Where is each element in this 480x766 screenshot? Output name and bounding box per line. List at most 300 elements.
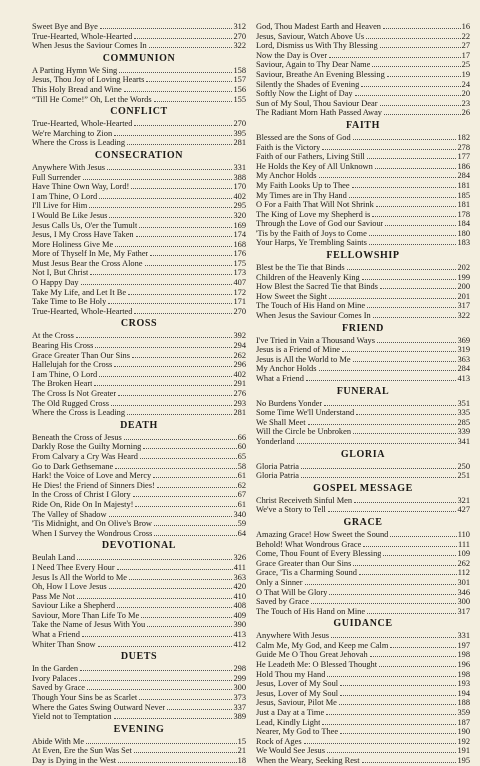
hymn-title: Softly Now the Light of Day bbox=[256, 89, 353, 99]
dot-leader bbox=[304, 743, 457, 744]
hymn-title: Jesus Is All the World to Me bbox=[32, 572, 128, 582]
dot-leader bbox=[131, 188, 232, 189]
index-entry bbox=[32, 370, 246, 380]
dot-leader bbox=[311, 603, 456, 604]
section-heading-friend: FRIEND bbox=[342, 322, 384, 334]
index-entry bbox=[32, 259, 246, 269]
hymn-title: Whiter Than Snow bbox=[32, 639, 96, 649]
index-entry bbox=[256, 41, 470, 51]
hymn-number: 193 bbox=[457, 679, 470, 689]
dot-leader bbox=[99, 198, 232, 199]
dot-leader bbox=[363, 546, 457, 547]
section-heading-communion: COMMUNION bbox=[102, 52, 176, 64]
index-entry bbox=[256, 660, 470, 670]
hymn-title: Blessed are the Sons of God bbox=[256, 132, 351, 142]
hymn-number: 390 bbox=[233, 620, 246, 630]
hymn-number: 389 bbox=[233, 712, 246, 722]
index-entry bbox=[256, 273, 470, 283]
dot-leader bbox=[154, 535, 236, 536]
index-entry bbox=[256, 364, 470, 374]
hymn-title: I've Tried in Vain a Thousand Ways bbox=[256, 335, 376, 345]
hymn-number: 300 bbox=[457, 597, 470, 607]
hymn-number: 110 bbox=[457, 529, 470, 539]
hymn-title: What a Friend bbox=[32, 630, 80, 640]
hymn-title: Anywhere With Jesus bbox=[32, 162, 106, 172]
dot-leader bbox=[134, 313, 232, 314]
dot-leader bbox=[127, 144, 232, 145]
dot-leader bbox=[135, 506, 236, 507]
dot-leader bbox=[83, 179, 233, 180]
hymn-title: I'll Live for Him bbox=[32, 201, 88, 211]
index-entry bbox=[256, 689, 470, 699]
hymn-number: 281 bbox=[233, 408, 246, 418]
dot-leader bbox=[376, 206, 457, 207]
dot-leader bbox=[385, 225, 456, 226]
hymn-number: 270 bbox=[233, 119, 246, 129]
hymn-number: 320 bbox=[233, 210, 246, 220]
hymn-title: Saviour, Again to Thy Dear Name bbox=[256, 60, 371, 70]
hymn-number: 191 bbox=[457, 746, 470, 756]
hymn-title: How Blest the Sacred Tie that Binds bbox=[256, 282, 378, 292]
index-entry bbox=[256, 607, 470, 617]
dot-leader bbox=[124, 91, 233, 92]
hymn-title: Blest be the Tie that Binds bbox=[256, 263, 345, 273]
index-entry bbox=[256, 530, 470, 540]
hymn-number: 402 bbox=[233, 369, 246, 379]
hymn-title: Jesus Calls Us, O'er the Tumult bbox=[32, 220, 138, 230]
hymn-title: We Would See Jesus bbox=[256, 746, 325, 756]
hymn-title: Come, Thou Fount of Every Blessing bbox=[256, 549, 382, 559]
hymn-title: Hold Thou my Hand bbox=[256, 669, 326, 679]
hymn-title: Jesus, Saviour, Pilot Me bbox=[256, 698, 337, 708]
index-entry bbox=[256, 345, 470, 355]
hymn-title: The Radiant Morn Hath Passed Away bbox=[256, 108, 382, 118]
index-entry bbox=[32, 240, 246, 250]
hymn-number: 251 bbox=[457, 471, 470, 481]
dot-leader bbox=[87, 689, 232, 690]
hymn-title: The Valley of Shadow bbox=[32, 509, 107, 519]
hymn-number: 341 bbox=[457, 436, 470, 446]
hymn-number: 192 bbox=[457, 736, 470, 746]
index-entry bbox=[256, 418, 470, 428]
dot-leader bbox=[109, 217, 232, 218]
index-entry bbox=[32, 500, 246, 510]
dot-leader bbox=[339, 704, 457, 705]
index-entry bbox=[32, 510, 246, 520]
hymn-number: 60 bbox=[237, 442, 246, 452]
hymn-number: 202 bbox=[457, 263, 470, 273]
hymn-number: 170 bbox=[233, 182, 246, 192]
hymn-title: O Happy Day bbox=[32, 278, 79, 288]
dot-leader bbox=[322, 724, 456, 725]
index-entry bbox=[32, 712, 246, 722]
hymn-number: 173 bbox=[233, 268, 246, 278]
hymn-number: 321 bbox=[457, 495, 470, 505]
index-entry bbox=[256, 292, 470, 302]
index-entry bbox=[256, 229, 470, 239]
hymn-title: Children of the Heavenly King bbox=[256, 272, 360, 282]
dot-leader bbox=[80, 670, 232, 671]
hymn-title: Beulah Land bbox=[32, 553, 76, 563]
hymn-number: 180 bbox=[457, 228, 470, 238]
dot-leader bbox=[129, 579, 232, 580]
hymn-number: 17 bbox=[461, 50, 470, 60]
hymn-number: 299 bbox=[233, 673, 246, 683]
hymn-title: The Old Rugged Cross bbox=[32, 398, 109, 408]
index-entry bbox=[256, 399, 470, 409]
hymn-number: 392 bbox=[233, 331, 246, 341]
index-entry bbox=[32, 297, 246, 307]
hymn-title: Gloria Patria bbox=[256, 461, 300, 471]
index-entry bbox=[32, 95, 246, 105]
index-entry bbox=[32, 433, 246, 443]
index-entry bbox=[32, 163, 246, 173]
dot-leader bbox=[94, 385, 232, 386]
dot-leader bbox=[329, 57, 460, 58]
index-entry bbox=[32, 601, 246, 611]
hymn-number: 388 bbox=[233, 172, 246, 182]
hymn-title: In the Cross of Christ I Glory bbox=[32, 490, 131, 500]
index-entry bbox=[32, 611, 246, 621]
dot-leader bbox=[141, 617, 232, 618]
index-entry bbox=[32, 756, 246, 766]
hymn-number: 359 bbox=[457, 708, 470, 718]
hymn-title: Guide Me O Thou Great Jehovah bbox=[256, 650, 368, 660]
hymn-title: Where the Cross is Leading bbox=[32, 408, 126, 418]
hymn-number: 270 bbox=[233, 306, 246, 316]
hymn-number: 156 bbox=[233, 84, 246, 94]
hymn-number: 158 bbox=[233, 65, 246, 75]
index-entry bbox=[256, 171, 470, 181]
hymn-title: No Burdens Yonder bbox=[256, 398, 323, 408]
index-entry bbox=[256, 210, 470, 220]
hymn-number: 262 bbox=[233, 350, 246, 360]
hymn-title: How Sweet the Sight bbox=[256, 291, 327, 301]
index-entry bbox=[256, 408, 470, 418]
dot-leader bbox=[390, 647, 456, 648]
index-entry bbox=[256, 505, 470, 515]
dot-leader bbox=[329, 298, 456, 299]
index-entry bbox=[32, 399, 246, 409]
index-entry bbox=[32, 268, 246, 278]
hymn-number: 16 bbox=[461, 22, 470, 31]
dot-leader bbox=[322, 149, 456, 150]
hymn-title: “Till He Come!” Oh, Let the Words bbox=[32, 94, 152, 104]
index-entry bbox=[256, 588, 470, 598]
dot-leader bbox=[117, 569, 233, 570]
hymn-title: Just a Day at a Time bbox=[256, 708, 325, 718]
index-entry bbox=[32, 471, 246, 481]
hymn-title: More of Thyself In Me, My Father bbox=[32, 249, 149, 259]
dot-leader bbox=[136, 236, 233, 237]
dot-leader bbox=[370, 656, 457, 657]
dot-leader bbox=[157, 487, 237, 488]
hymn-number: 184 bbox=[457, 219, 470, 229]
dot-leader bbox=[133, 496, 237, 497]
index-entry bbox=[256, 727, 470, 737]
dot-leader bbox=[367, 158, 457, 159]
hymn-title: My Times are in Thy Hand bbox=[256, 190, 347, 200]
hymn-title: When Jesus the Saviour Comes In bbox=[32, 41, 147, 51]
hymn-title: God, Thou Madest Earth and Heaven bbox=[256, 22, 381, 31]
hymn-title: Through the Love of God our Saviour bbox=[256, 219, 384, 229]
hymn-number: 25 bbox=[461, 60, 470, 70]
index-entry bbox=[256, 540, 470, 550]
hymn-title: Christ Receiveth Sinful Men bbox=[256, 495, 353, 505]
hymn-number: 346 bbox=[457, 587, 470, 597]
section-heading-conflict: CONFLICT bbox=[110, 106, 168, 118]
dot-leader bbox=[124, 439, 237, 440]
hymn-title: We've a Story to Tell bbox=[256, 505, 326, 515]
dot-leader bbox=[114, 135, 232, 136]
dot-leader bbox=[367, 307, 456, 308]
hymn-number: 340 bbox=[233, 509, 246, 519]
hymn-number: 27 bbox=[461, 41, 470, 51]
dot-leader bbox=[111, 405, 232, 406]
hymn-title: Take My Life, and Let It Be bbox=[32, 287, 127, 297]
hymn-number: 291 bbox=[233, 379, 246, 389]
hymn-title: Not I, But Christ bbox=[32, 268, 89, 278]
dot-leader bbox=[98, 646, 233, 647]
index-entry bbox=[32, 278, 246, 288]
hymn-number: 326 bbox=[233, 553, 246, 563]
index-entry bbox=[32, 288, 246, 298]
hymn-title: I Would Be Like Jesus bbox=[32, 210, 108, 220]
section-heading-fellowship: FELLOWSHIP bbox=[326, 250, 400, 262]
hymn-title: This Holy Bread and Wine bbox=[32, 84, 122, 94]
index-entry bbox=[256, 80, 470, 90]
hymn-number: 169 bbox=[233, 220, 246, 230]
index-entry bbox=[256, 718, 470, 728]
dot-leader bbox=[134, 125, 232, 126]
hymn-title: Where the Gates Swing Outward Never bbox=[32, 702, 166, 712]
hymn-title: Faith is the Victory bbox=[256, 142, 321, 152]
hymn-title: Anywhere With Jesus bbox=[256, 631, 330, 641]
index-entry bbox=[32, 138, 246, 148]
index-entry bbox=[256, 51, 470, 61]
index-entry bbox=[256, 181, 470, 191]
hymn-title: Grace Greater than Our Sins bbox=[256, 558, 352, 568]
hymn-number: 285 bbox=[457, 417, 470, 427]
index-entry bbox=[256, 641, 470, 651]
hymn-title: Silently the Shades of Evening bbox=[256, 79, 360, 89]
hymn-title: Saviour Like a Shepherd bbox=[32, 601, 116, 611]
hymn-number: 395 bbox=[233, 128, 246, 138]
hymn-number: 172 bbox=[233, 287, 246, 297]
index-entry bbox=[256, 301, 470, 311]
hymn-title: 'Tis by the Faith of Joys to Come bbox=[256, 228, 367, 238]
hymn-number: 198 bbox=[457, 669, 470, 679]
dot-leader bbox=[347, 269, 457, 270]
index-entry bbox=[256, 462, 470, 472]
hymn-number: 26 bbox=[461, 108, 470, 118]
hymn-title: My Anchor Holds bbox=[256, 364, 317, 374]
hymn-number: 175 bbox=[233, 258, 246, 268]
section-heading-gloria: GLORIA bbox=[340, 448, 386, 460]
section-heading-cross: CROSS bbox=[120, 318, 158, 330]
hymn-number: 200 bbox=[457, 282, 470, 292]
dot-leader bbox=[319, 177, 457, 178]
dot-leader bbox=[95, 347, 232, 348]
dot-leader bbox=[329, 594, 456, 595]
index-entry bbox=[32, 553, 246, 563]
dot-leader bbox=[301, 477, 456, 478]
index-entry bbox=[32, 389, 246, 399]
hymn-number: 109 bbox=[457, 549, 470, 559]
dot-leader bbox=[99, 376, 232, 377]
hymn-number: 199 bbox=[457, 272, 470, 282]
hymn-number: 177 bbox=[457, 152, 470, 162]
dot-leader bbox=[115, 468, 236, 469]
index-entry bbox=[256, 108, 470, 118]
dot-leader bbox=[354, 502, 456, 503]
index-entry bbox=[256, 89, 470, 99]
index-entry bbox=[32, 66, 246, 76]
hymn-title: Sweet Bye and Bye bbox=[32, 22, 98, 31]
hymn-title: Jesus, I My Cross Have Taken bbox=[32, 230, 134, 240]
dot-leader bbox=[89, 207, 232, 208]
hymn-number: 183 bbox=[457, 238, 470, 248]
index-entry bbox=[32, 462, 246, 472]
hymn-title: From Calvary a Cry Was Heard bbox=[32, 451, 138, 461]
dot-leader bbox=[306, 380, 457, 381]
hymn-title: The Cross Is Not Greater bbox=[32, 389, 117, 398]
index-entry bbox=[256, 263, 470, 273]
hymn-number: 111 bbox=[458, 539, 470, 549]
hymn-title: Your Harps, Ye Trembling Saints bbox=[256, 238, 367, 248]
hymn-title: Jesus, Lover of My Soul bbox=[256, 688, 339, 698]
hymn-title: Full Surrender bbox=[32, 172, 81, 182]
hymn-number: 408 bbox=[233, 601, 246, 611]
index-entry bbox=[256, 427, 470, 437]
dot-leader bbox=[128, 294, 232, 295]
dot-leader bbox=[342, 351, 456, 352]
index-entry bbox=[32, 192, 246, 202]
index-entry bbox=[256, 133, 470, 143]
hymn-number: 331 bbox=[233, 162, 246, 172]
hymn-number: 186 bbox=[457, 161, 470, 171]
hymn-title: Will the Circle be Unbroken bbox=[256, 427, 352, 437]
hymn-number: 155 bbox=[233, 94, 246, 104]
index-entry bbox=[256, 152, 470, 162]
dot-leader bbox=[132, 357, 232, 358]
hymn-number: 64 bbox=[237, 528, 246, 538]
hymn-number: 59 bbox=[237, 519, 246, 529]
hymn-number: 197 bbox=[457, 640, 470, 650]
index-entry bbox=[32, 341, 246, 351]
dot-leader bbox=[143, 448, 236, 449]
hymn-number: 65 bbox=[237, 451, 246, 461]
dot-leader bbox=[379, 666, 456, 667]
dot-leader bbox=[373, 317, 457, 318]
index-entry bbox=[256, 568, 470, 578]
hymn-title: Lead, Kindly Light bbox=[256, 717, 321, 727]
index-entry bbox=[32, 173, 246, 183]
dot-leader bbox=[140, 458, 237, 459]
index-entry bbox=[256, 143, 470, 153]
hymn-number: 20 bbox=[461, 89, 470, 99]
hymn-title: O That Will be Glory bbox=[256, 587, 328, 597]
hymn-number: 317 bbox=[457, 606, 470, 616]
hymn-number: 294 bbox=[233, 341, 246, 351]
hymn-title: Yield not to Temptation bbox=[32, 712, 112, 722]
index-entry bbox=[256, 496, 470, 506]
hymn-number: 322 bbox=[233, 41, 246, 51]
hymn-number: 281 bbox=[233, 138, 246, 148]
dot-leader bbox=[319, 370, 457, 371]
dot-leader bbox=[118, 395, 232, 396]
hymn-title: The King of Love my Shepherd is bbox=[256, 209, 371, 219]
dot-leader bbox=[372, 216, 456, 217]
hymn-title: Saviour, Breathe An Evening Blessing bbox=[256, 69, 385, 79]
hymn-number: 21 bbox=[237, 746, 246, 756]
hymn-number: 363 bbox=[233, 572, 246, 582]
dot-leader bbox=[353, 433, 456, 434]
index-entry bbox=[32, 41, 246, 51]
index-entry bbox=[32, 129, 246, 139]
dot-leader bbox=[359, 574, 457, 575]
dot-leader bbox=[77, 559, 232, 560]
hymn-number: 178 bbox=[457, 209, 470, 219]
hymn-number: 250 bbox=[457, 461, 470, 471]
index-entry bbox=[32, 481, 246, 491]
hymn-number: 174 bbox=[233, 230, 246, 240]
hymn-number: 67 bbox=[237, 490, 246, 500]
index-entry bbox=[256, 32, 470, 42]
index-entry bbox=[32, 529, 246, 539]
hymn-title: Nearer, My God to Thee bbox=[256, 727, 339, 737]
hymn-number: 262 bbox=[457, 558, 470, 568]
dot-leader bbox=[167, 709, 232, 710]
hymn-title: Bearing His Cross bbox=[32, 341, 94, 351]
index-entry bbox=[32, 307, 246, 317]
section-heading-gospel-message: GOSPEL MESSAGE bbox=[313, 482, 413, 494]
section-heading-funeral: FUNERAL bbox=[336, 385, 390, 397]
right-index-column bbox=[256, 22, 470, 765]
hymn-number: 402 bbox=[233, 191, 246, 201]
index-entry bbox=[256, 679, 470, 689]
index-entry bbox=[32, 211, 246, 221]
hymn-title: Have Thine Own Way, Lord! bbox=[32, 182, 130, 192]
index-entry bbox=[256, 549, 470, 559]
hymn-title: Grace, 'Tis a Charming Sound bbox=[256, 568, 357, 578]
dot-leader bbox=[361, 86, 460, 87]
index-entry bbox=[256, 737, 470, 747]
hymn-number: 15 bbox=[237, 736, 246, 746]
index-entry bbox=[32, 249, 246, 259]
dot-leader bbox=[353, 139, 457, 140]
hymn-number: 420 bbox=[233, 582, 246, 592]
index-entry bbox=[32, 85, 246, 95]
dot-leader bbox=[380, 105, 461, 106]
hymn-title: Saved by Grace bbox=[256, 597, 310, 607]
dot-leader bbox=[369, 235, 457, 236]
hymn-number: 278 bbox=[457, 142, 470, 152]
hymn-number: 19 bbox=[461, 69, 470, 79]
hymn-title: At the Cross bbox=[32, 331, 74, 341]
hymn-title: Oh, How I Love Jesus bbox=[32, 582, 107, 592]
dot-leader bbox=[114, 718, 233, 719]
hymn-title: Though Your Sins be as Scarlet bbox=[32, 693, 138, 703]
dot-leader bbox=[86, 743, 237, 744]
index-entry bbox=[256, 99, 470, 109]
dot-leader bbox=[146, 81, 232, 82]
hymn-title: Where the Cross is Leading bbox=[32, 138, 126, 148]
dot-leader bbox=[353, 361, 457, 362]
dot-leader bbox=[355, 95, 461, 96]
hymn-number: 112 bbox=[457, 568, 470, 578]
hymn-title: Take Time to Be Holy bbox=[32, 297, 107, 307]
